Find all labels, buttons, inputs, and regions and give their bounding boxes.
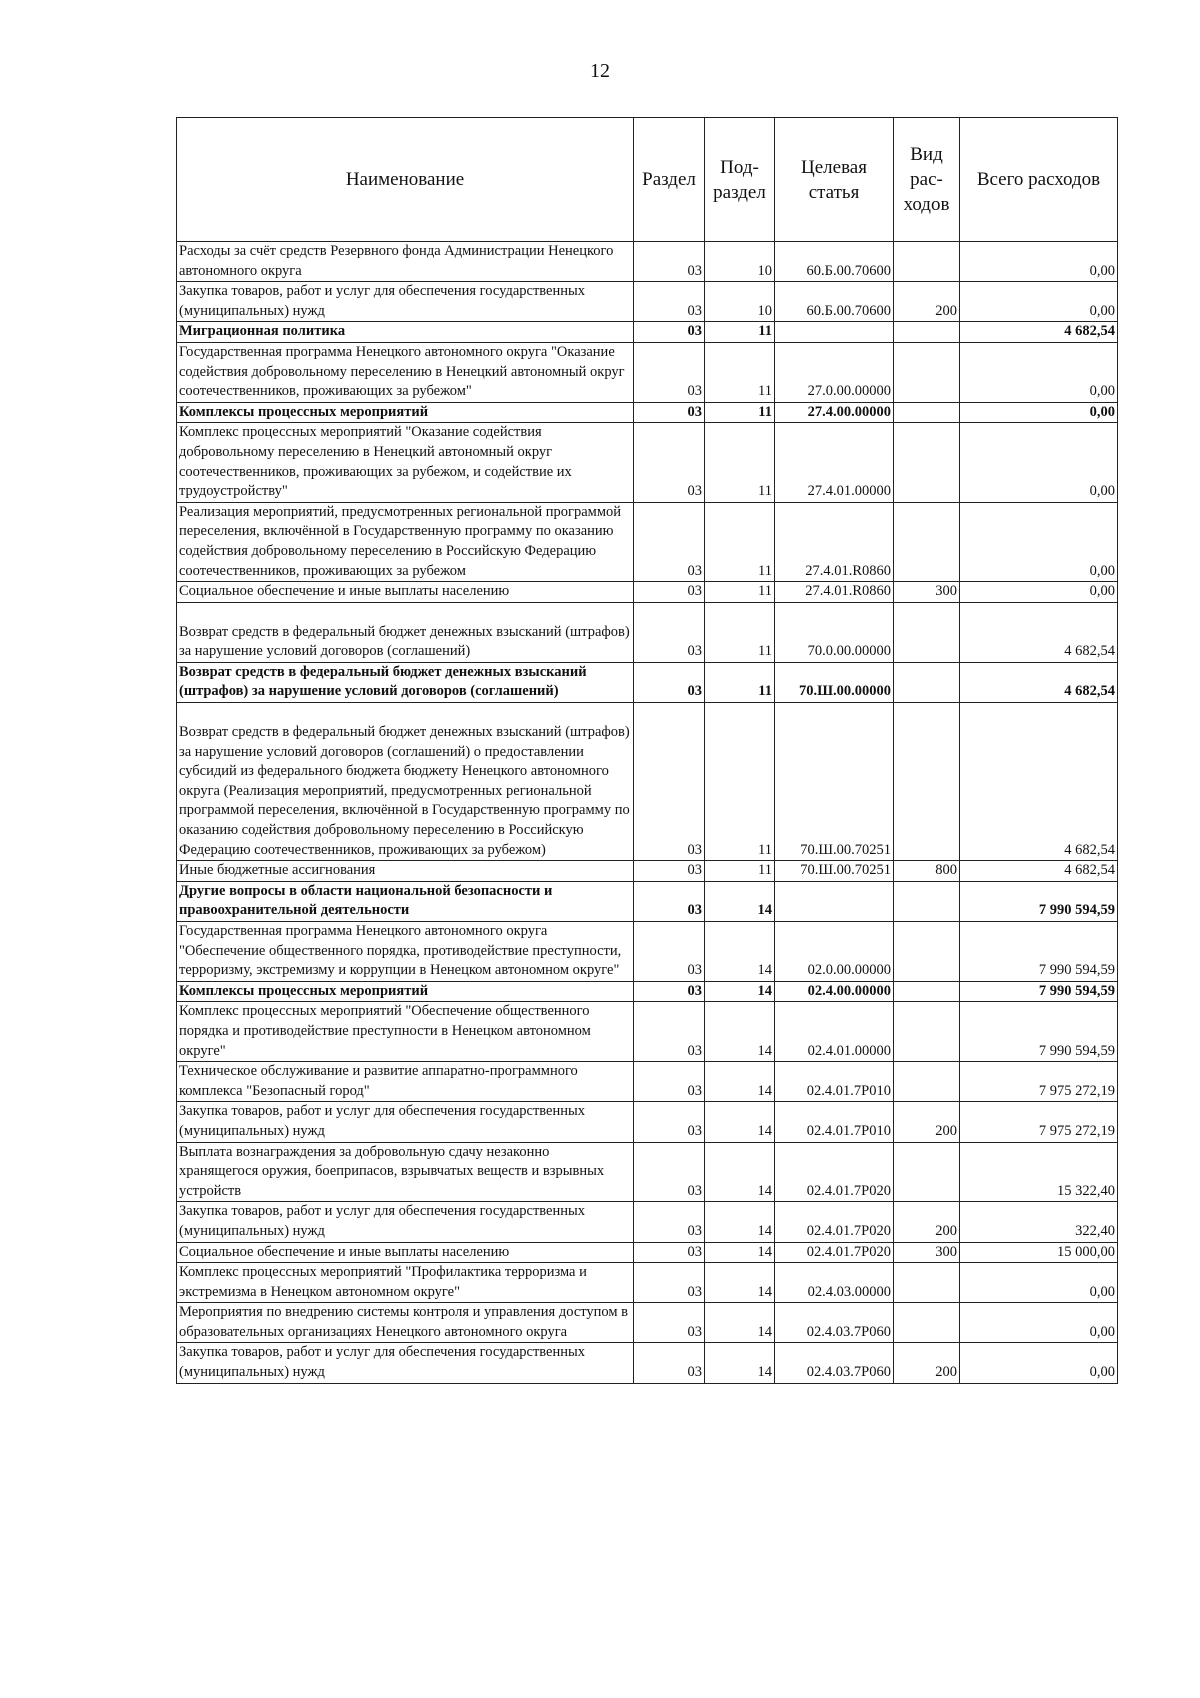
- cell-section: 03: [634, 1263, 705, 1303]
- cell-section: 03: [634, 402, 705, 423]
- cell-expense-type: 200: [894, 282, 960, 322]
- cell-name: Возврат средств в федеральный бюджет денежных взысканий (штрафов) за нарушение условий договоров (соглашений): [177, 602, 634, 662]
- cell-section: 03: [634, 1102, 705, 1142]
- cell-name: Техническое обслуживание и развитие аппаратно-программного комплекса "Безопасный город": [177, 1062, 634, 1102]
- cell-subsection: 14: [705, 1002, 775, 1062]
- cell-name: Социальное обеспечение и иные выплаты населению: [177, 582, 634, 603]
- cell-target-code: [775, 881, 894, 921]
- cell-expense-type: [894, 322, 960, 343]
- cell-total: 0,00: [960, 1343, 1118, 1383]
- cell-target-code: 02.4.01.00000: [775, 1002, 894, 1062]
- table-row: [177, 1142, 1118, 1202]
- cell-expense-type: [894, 881, 960, 921]
- table-row: [177, 1062, 1118, 1102]
- cell-target-code: 02.4.03.7Р060: [775, 1343, 894, 1383]
- cell-total: 7 975 272,19: [960, 1062, 1118, 1102]
- table-row: [177, 881, 1118, 921]
- cell-subsection: 11: [705, 502, 775, 581]
- table-body: [177, 242, 1118, 1384]
- cell-section: 03: [634, 922, 705, 982]
- cell-total: 4 682,54: [960, 602, 1118, 662]
- cell-expense-type: [894, 1303, 960, 1343]
- cell-total: 322,40: [960, 1202, 1118, 1242]
- table-row: [177, 1202, 1118, 1242]
- cell-target-code: 02.4.01.7Р020: [775, 1202, 894, 1242]
- cell-name: Реализация мероприятий, предусмотренных региональной программой переселения, включённой в Государственную программу по оказанию содействия добровольному переселению в Российскую Федерацию соотечественников, проживающих за рубежом: [177, 502, 634, 581]
- table-row: [177, 242, 1118, 282]
- cell-subsection: 14: [705, 1202, 775, 1242]
- cell-subsection: 11: [705, 861, 775, 882]
- cell-expense-type: [894, 703, 960, 861]
- cell-section: 03: [634, 1062, 705, 1102]
- table-row: [177, 502, 1118, 581]
- cell-name: Возврат средств в федеральный бюджет денежных взысканий (штрафов) за нарушение условий договоров (соглашений): [177, 662, 634, 702]
- cell-name: Закупка товаров, работ и услуг для обеспечения государственных (муниципальных) нужд: [177, 1343, 634, 1383]
- header-section: Раздел: [634, 118, 705, 242]
- cell-subsection: 14: [705, 881, 775, 921]
- cell-total: 7 975 272,19: [960, 1102, 1118, 1142]
- cell-target-code: 27.4.01.00000: [775, 423, 894, 502]
- cell-name: Комплекс процессных мероприятий "Профилактика терроризма и экстремизма в Ненецком автономном округе": [177, 1263, 634, 1303]
- header-target: [775, 118, 894, 242]
- cell-expense-type: [894, 1142, 960, 1202]
- cell-section: 03: [634, 282, 705, 322]
- cell-section: 03: [634, 981, 705, 1002]
- cell-section: 03: [634, 322, 705, 343]
- table-row: [177, 322, 1118, 343]
- cell-expense-type: 300: [894, 582, 960, 603]
- cell-name: Закупка товаров, работ и услуг для обеспечения государственных (муниципальных) нужд: [177, 282, 634, 322]
- cell-expense-type: [894, 242, 960, 282]
- table-row: [177, 282, 1118, 322]
- cell-name: Выплата вознаграждения за добровольную сдачу незаконно хранящегося оружия, боеприпасов, взрывчатых веществ и взрывных устройств: [177, 1142, 634, 1202]
- cell-expense-type: 200: [894, 1343, 960, 1383]
- cell-expense-type: [894, 602, 960, 662]
- cell-target-code: [775, 322, 894, 343]
- table-row: [177, 1343, 1118, 1383]
- table-row: [177, 1102, 1118, 1142]
- cell-name: Комплексы процессных мероприятий: [177, 981, 634, 1002]
- table-row: [177, 582, 1118, 603]
- cell-subsection: 11: [705, 402, 775, 423]
- cell-subsection: 11: [705, 662, 775, 702]
- cell-target-code: 70.0.00.00000: [775, 602, 894, 662]
- cell-expense-type: [894, 1263, 960, 1303]
- cell-name: Комплексы процессных мероприятий: [177, 402, 634, 423]
- cell-expense-type: 200: [894, 1102, 960, 1142]
- cell-subsection: 14: [705, 981, 775, 1002]
- header-subsection: [705, 118, 775, 242]
- cell-expense-type: 200: [894, 1202, 960, 1242]
- cell-total: 0,00: [960, 342, 1118, 402]
- table-row: [177, 1263, 1118, 1303]
- cell-target-code: 02.4.00.00000: [775, 981, 894, 1002]
- cell-expense-type: [894, 662, 960, 702]
- cell-expense-type: [894, 981, 960, 1002]
- cell-target-code: 02.0.00.00000: [775, 922, 894, 982]
- cell-subsection: 14: [705, 1242, 775, 1263]
- cell-target-code: 27.4.00.00000: [775, 402, 894, 423]
- cell-expense-type: 300: [894, 1242, 960, 1263]
- cell-target-code: 02.4.01.7Р010: [775, 1062, 894, 1102]
- table-row: [177, 1303, 1118, 1343]
- cell-total: 7 990 594,59: [960, 922, 1118, 982]
- table-row: [177, 861, 1118, 882]
- cell-total: 0,00: [960, 402, 1118, 423]
- cell-subsection: 11: [705, 582, 775, 603]
- cell-name: Комплекс процессных мероприятий "Обеспечение общественного порядка и противодействие преступности в Ненецком автономном округе": [177, 1002, 634, 1062]
- table-row: [177, 402, 1118, 423]
- cell-target-code: 60.Б.00.70600: [775, 242, 894, 282]
- cell-name: Мероприятия по внедрению системы контроля и управления доступом в образовательных организациях Ненецкого автономного округа: [177, 1303, 634, 1343]
- cell-name: Расходы за счёт средств Резервного фонда Администрации Ненецкого автономного округа: [177, 242, 634, 282]
- cell-section: 03: [634, 242, 705, 282]
- cell-total: 15 322,40: [960, 1142, 1118, 1202]
- cell-name: Миграционная политика: [177, 322, 634, 343]
- header-subsection-line-1: Под-: [720, 156, 759, 178]
- cell-name: Другие вопросы в области национальной безопасности и правоохранительной деятельности: [177, 881, 634, 921]
- cell-target-code: 27.4.01.R0860: [775, 582, 894, 603]
- cell-total: 7 990 594,59: [960, 981, 1118, 1002]
- table-row: [177, 1002, 1118, 1062]
- cell-expense-type: [894, 423, 960, 502]
- table-row: [177, 662, 1118, 702]
- cell-target-code: 70.Ш.00.70251: [775, 703, 894, 861]
- cell-subsection: 11: [705, 342, 775, 402]
- cell-target-code: 02.4.03.7Р060: [775, 1303, 894, 1343]
- table-row: [177, 423, 1118, 502]
- header-type-line-2: рас-: [910, 169, 943, 190]
- cell-total: 0,00: [960, 423, 1118, 502]
- cell-target-code: 60.Б.00.70600: [775, 282, 894, 322]
- cell-subsection: 11: [705, 602, 775, 662]
- cell-total: 0,00: [960, 1263, 1118, 1303]
- cell-target-code: 02.4.01.7Р010: [775, 1102, 894, 1142]
- cell-name: Закупка товаров, работ и услуг для обеспечения государственных (муниципальных) нужд: [177, 1102, 634, 1142]
- cell-section: 03: [634, 1343, 705, 1383]
- cell-section: 03: [634, 861, 705, 882]
- budget-table: [176, 117, 1118, 1384]
- header-type: [894, 118, 960, 242]
- cell-section: 03: [634, 1242, 705, 1263]
- cell-total: 0,00: [960, 502, 1118, 581]
- cell-total: 7 990 594,59: [960, 1002, 1118, 1062]
- table-row: [177, 602, 1118, 662]
- table-row: [177, 981, 1118, 1002]
- cell-expense-type: [894, 1002, 960, 1062]
- cell-subsection: 14: [705, 1263, 775, 1303]
- cell-section: 03: [634, 342, 705, 402]
- cell-expense-type: [894, 502, 960, 581]
- cell-total: 0,00: [960, 582, 1118, 603]
- cell-section: 03: [634, 423, 705, 502]
- header-type-line-3: ходов: [903, 194, 950, 215]
- table-row: [177, 1242, 1118, 1263]
- cell-subsection: 10: [705, 242, 775, 282]
- cell-name: Социальное обеспечение и иные выплаты населению: [177, 1242, 634, 1263]
- cell-subsection: 14: [705, 1062, 775, 1102]
- cell-total: 7 990 594,59: [960, 881, 1118, 921]
- table-row: [177, 703, 1118, 861]
- cell-total: 4 682,54: [960, 662, 1118, 702]
- cell-target-code: 02.4.03.00000: [775, 1263, 894, 1303]
- cell-target-code: 70.Ш.00.00000: [775, 662, 894, 702]
- cell-section: 03: [634, 502, 705, 581]
- cell-section: 03: [634, 1002, 705, 1062]
- cell-subsection: 14: [705, 1343, 775, 1383]
- cell-expense-type: [894, 402, 960, 423]
- table-row: [177, 342, 1118, 402]
- cell-target-code: 70.Ш.00.70251: [775, 861, 894, 882]
- cell-expense-type: 800: [894, 861, 960, 882]
- cell-total: 0,00: [960, 1303, 1118, 1343]
- cell-section: 03: [634, 582, 705, 603]
- page-number: 12: [590, 60, 610, 82]
- cell-section: 03: [634, 1202, 705, 1242]
- cell-total: 15 000,00: [960, 1242, 1118, 1263]
- cell-section: 03: [634, 703, 705, 861]
- cell-total: 4 682,54: [960, 703, 1118, 861]
- cell-total: 4 682,54: [960, 322, 1118, 343]
- cell-total: 4 682,54: [960, 861, 1118, 882]
- header-total: Всего расходов: [960, 118, 1118, 242]
- cell-section: 03: [634, 662, 705, 702]
- cell-expense-type: [894, 342, 960, 402]
- table-row: [177, 922, 1118, 982]
- cell-subsection: 11: [705, 703, 775, 861]
- cell-target-code: 02.4.01.7Р020: [775, 1142, 894, 1202]
- cell-subsection: 14: [705, 1303, 775, 1343]
- header-name: Наименование: [177, 118, 634, 242]
- cell-subsection: 11: [705, 322, 775, 343]
- cell-name: Комплекс процессных мероприятий "Оказание содействия добровольному переселению в Ненецкий автономный округ соотечественников, проживающих за рубежом, и содействие их трудоустройству": [177, 423, 634, 502]
- cell-name: Иные бюджетные ассигнования: [177, 861, 634, 882]
- cell-name: Закупка товаров, работ и услуг для обеспечения государственных (муниципальных) нужд: [177, 1202, 634, 1242]
- cell-expense-type: [894, 922, 960, 982]
- cell-name: Государственная программа Ненецкого автономного округа "Обеспечение общественного порядка, противодействие преступности, терроризму, экстремизму и коррупции в Ненецком автономном округе": [177, 922, 634, 982]
- cell-section: 03: [634, 881, 705, 921]
- cell-target-code: 27.4.01.R0860: [775, 502, 894, 581]
- cell-target-code: 27.0.00.00000: [775, 342, 894, 402]
- cell-expense-type: [894, 1062, 960, 1102]
- header-target-line-2: статья: [808, 181, 860, 203]
- cell-name: Государственная программа Ненецкого автономного округа "Оказание содействия добровольному переселению в Ненецкий автономный округ соотечественников, проживающих за рубежом": [177, 342, 634, 402]
- cell-total: 0,00: [960, 242, 1118, 282]
- table-header-row: [177, 118, 1118, 242]
- cell-section: 03: [634, 1303, 705, 1343]
- cell-name: Возврат средств в федеральный бюджет денежных взысканий (штрафов) за нарушение условий договоров (соглашений) о предоставлении субсидий из федерального бюджета бюджету Ненецкого автономного округа (Реализация мероприятий, предусмотренных региональной программой переселения, включённой в Государственную программу по оказанию содействия добровольному переселению в Российскую Федерацию соотечественников, проживающих за рубежом): [177, 703, 634, 861]
- cell-total: 0,00: [960, 282, 1118, 322]
- header-type-line-1: Вид: [910, 144, 943, 165]
- cell-subsection: 10: [705, 282, 775, 322]
- cell-target-code: 02.4.01.7Р020: [775, 1242, 894, 1263]
- cell-subsection: 11: [705, 423, 775, 502]
- cell-subsection: 14: [705, 1142, 775, 1202]
- cell-section: 03: [634, 1142, 705, 1202]
- cell-section: 03: [634, 602, 705, 662]
- cell-subsection: 14: [705, 922, 775, 982]
- header-target-line-1: Целевая: [801, 156, 867, 178]
- header-subsection-line-2: раздел: [713, 181, 766, 203]
- cell-subsection: 14: [705, 1102, 775, 1142]
